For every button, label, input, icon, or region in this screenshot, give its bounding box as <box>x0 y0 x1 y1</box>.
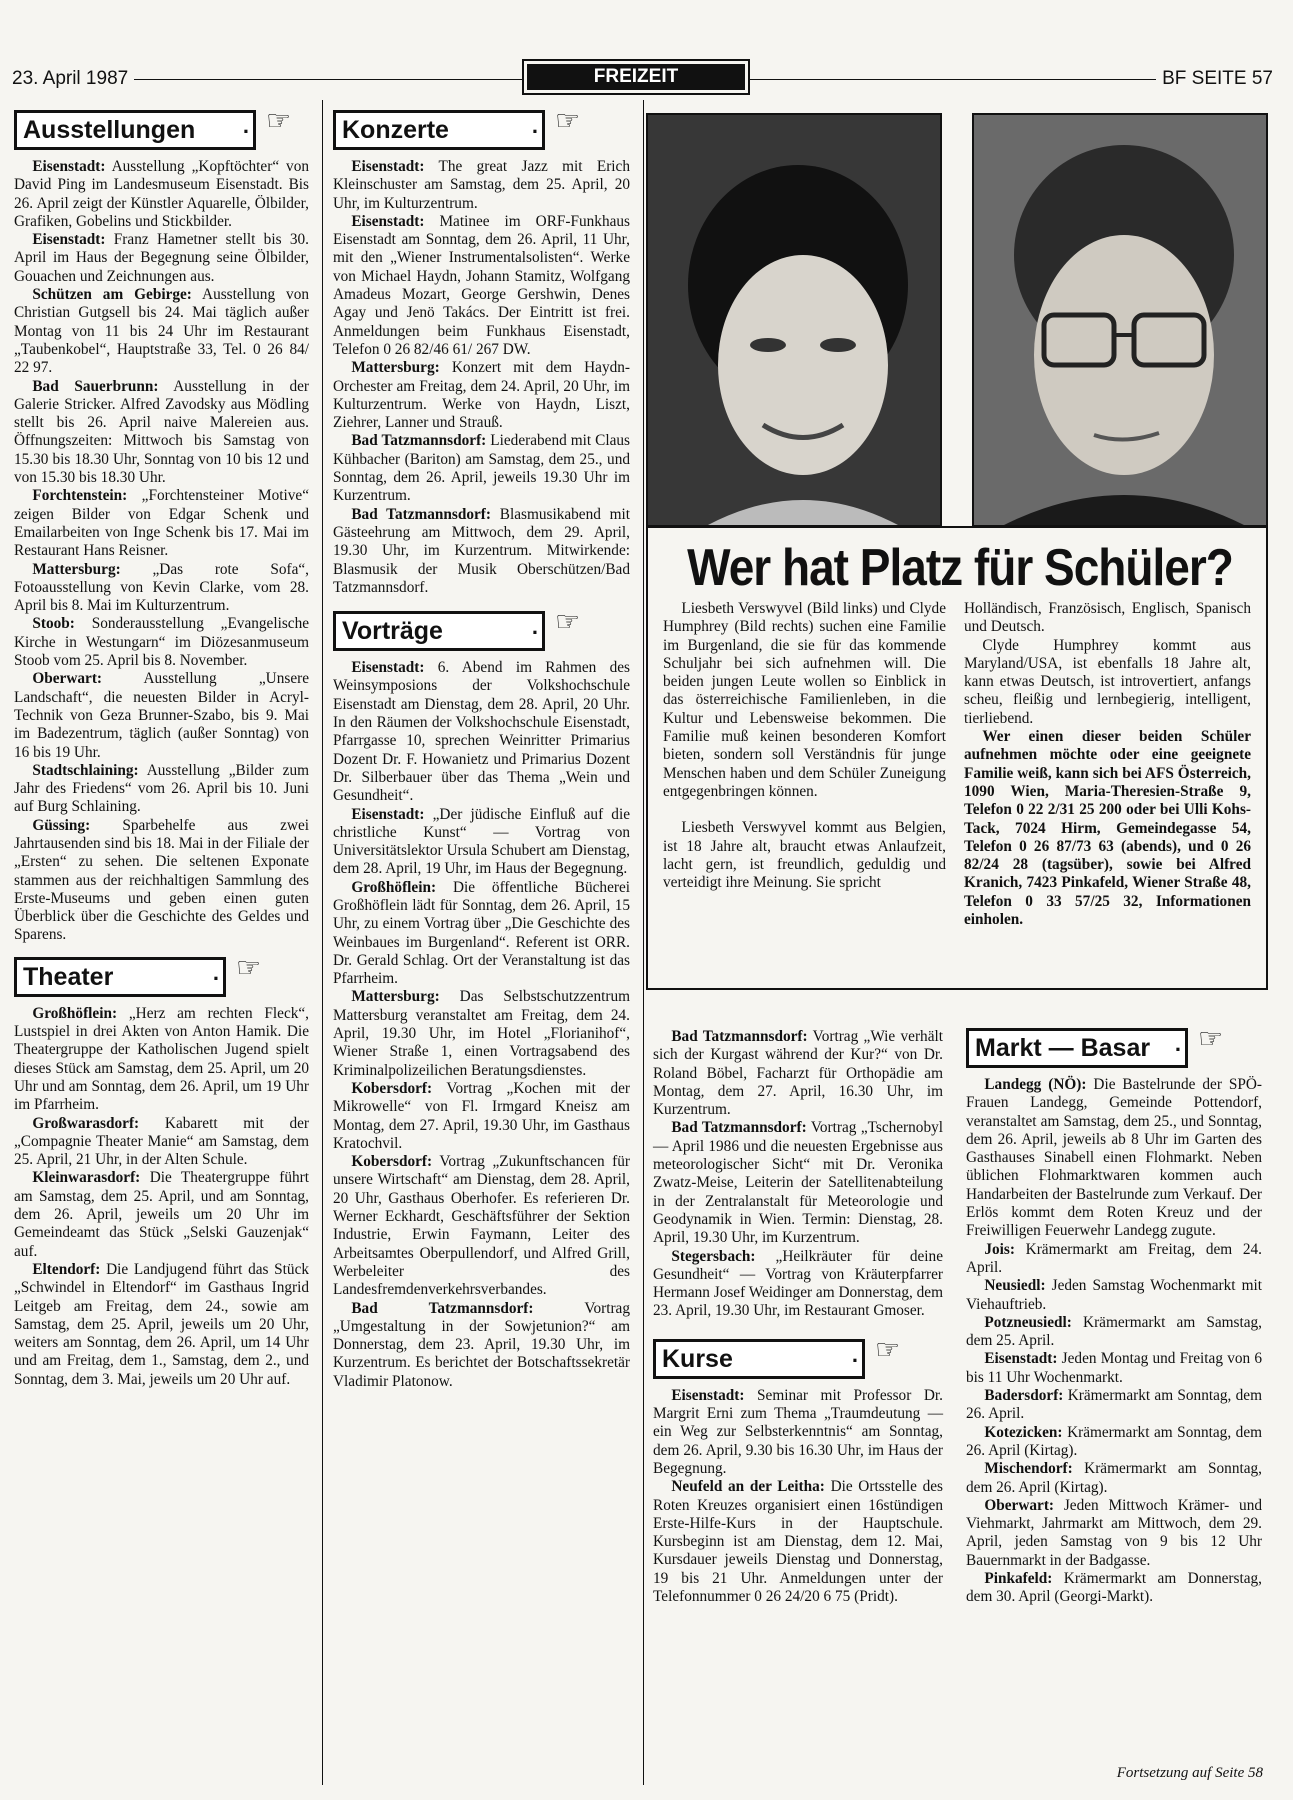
listing-text: Liederabend mit Claus Kühbacher (Bariton) am Samstag, dem 25., und Sonntag, dem 26. April, jeweils 19.30 Uhr im Kurzentrum. <box>333 432 630 505</box>
listing-place: Kotezicken: <box>984 1423 1063 1441</box>
column-3 <box>653 1028 943 1606</box>
pointing-hand-icon: ☞ <box>555 605 581 639</box>
listing-place: Bad Tatzmannsdorf: <box>351 1299 534 1317</box>
section-head-kurse <box>653 1332 943 1377</box>
listing-place: Schützen am Gebirge: <box>32 286 192 304</box>
section-title: Theater <box>23 962 114 991</box>
listing-place: Eisenstadt: <box>984 1350 1058 1368</box>
listing-text: Matinee im ORF-Funkhaus Eisenstadt am Sonntag, dem 26. April, 11 Uhr, mit den „Wiener Instrumentalsolisten“. Werke von Michael Haydn, Johann Stamitz, Wolfgang Amadeus Mozart, George Gershwin, Denes Agay und Jenö Takács. Der Eintritt ist frei. Anmeldungen beim Funkhaus Eisenstadt, Telefon 0 26 82/46 61/ 267 DW. <box>333 212 630 358</box>
column-4 <box>966 1022 1263 1607</box>
listing-text: Jeden Mittwoch Krämer- und Viehmarkt, Jahrmarkt am Mittwoch, dem 29. April, jeden Samstag von 9 bis 12 Uhr Bauernmarkt in der Badgasse. <box>966 1496 1263 1569</box>
listing-place: Eisenstadt: <box>671 1386 745 1404</box>
listing-text: Konzert mit dem Haydn-Orchester am Freitag, dem 24. April, 20 Uhr, im Kulturzentrum. Werke von Haydn, Liszt, Ziehrer, Lanner und Strauß. <box>333 359 630 432</box>
listing-place: Badersdorf: <box>984 1387 1064 1405</box>
listing-place: Eisenstadt: <box>351 212 425 230</box>
listing-text: The great Jazz mit Erich Kleinschuster am Samstag, dem 25. April, 20 Uhr, im Kulturzentrum. <box>333 158 630 212</box>
listing-text: Jeden Montag und Freitag von 6 bis 11 Uhr Wochenmarkt. <box>966 1350 1263 1386</box>
listing-item <box>14 487 309 560</box>
listing-place: Kobersdorf: <box>351 1153 433 1171</box>
listing-text: Vortrag „Tschernobyl — April 1986 und die neuesten Ergebnisse aus meteorologischer Sicht“ mit Dr. Veronika Zwatz-Meise, Leiterin der Satellitenabteilung in der Zentralanstalt für Meteorologie und Geodynamik in Wien. Termin: Dienstag, 28. April, 19.30 Uhr, im Kurzentrum. <box>653 1119 943 1247</box>
listing-text: Vortrag „Zukunftschancen für unsere Wirtschaft“ am Dienstag, dem 28. April, 20 Uhr, Gasthaus Oberhofer. Es referieren Dr. Werner Eckhardt, Geschäftsführer der Sektion Industrie, Erwin Faymann, Leiter des Arbeitsamtes Oberpullendorf, und Alfred Grill, Werbeleiter des Landesfremdenverkehrsverbandes. <box>333 1153 630 1299</box>
page-number: BF SEITE 57 <box>1156 68 1273 90</box>
listing-place: Mattersburg: <box>32 560 121 578</box>
listing-place: Pinkafeld: <box>984 1570 1053 1588</box>
feature-paragraph: Holländisch, Französisch, Englisch, Spanisch und Deutsch. <box>964 600 1251 636</box>
listing-place: Eisenstadt: <box>351 659 425 677</box>
section-head-theater <box>14 950 309 995</box>
section-title: Ausstellungen <box>23 116 196 144</box>
listing-text: „Der jüdische Einfluß auf die christliche Kunst“ — Vortrag von Universitätslektor Ursula Schubert am Dienstag, dem 28. April, 19 Uhr, im Haus der Begegnung. <box>333 805 630 878</box>
section-title-box <box>14 110 256 150</box>
listing-place: Neusiedl: <box>984 1277 1046 1295</box>
listing-place: Großhöflein: <box>32 1004 118 1022</box>
listing-item <box>966 1497 1262 1570</box>
listing-item <box>966 1277 1262 1314</box>
listing-text: „Herz am rechten Fleck“, Lustspiel in drei Akten von Anton Hamik. Die Theatergruppe der Katholischen Jugend spielt dieses Stück am Samstag, dem 25. April, um 20 Uhr und am Sonntag, dem 26. April, um 19 Uhr im Pfarrheim. <box>14 1004 309 1114</box>
section-title-box <box>333 611 545 651</box>
section-head-vortraege <box>333 605 630 649</box>
listing-text: Ausstellung von Christian Gutgsell bis 24. Mai täglich außer Montag von 11 bis 24 Uhr im Restaurant „Taubenkobel“, Hauptstraße 33, Tel. 0 26 84/ 22 97. <box>14 286 309 377</box>
listing-item <box>966 1314 1262 1351</box>
listing-place: Kobersdorf: <box>351 1079 433 1097</box>
portrait-image <box>648 115 940 525</box>
konzerte-list <box>333 158 630 597</box>
section-head-ausstellungen <box>14 104 309 148</box>
vortraege-list <box>333 659 630 1391</box>
listing-place: Neufeld an der Leitha: <box>671 1478 825 1496</box>
page-header <box>12 62 1273 94</box>
listing-text: Sparbehelfe aus zwei Jahrtausenden sind bis 18. Mai in der Filiale der „Ersten“ zu sehen. Die seltenen Exponate stammen aus der reichhaltigen Sammlung des Erste-Museums und geben einen guten Überblick über die Geschichte des Geldes und Sparens. <box>14 816 309 944</box>
listing-item <box>653 1478 943 1606</box>
listing-text: Ausstellung „Unsere Landschaft“, die neuesten Bilder in Acryl-Technik von Geza Brunner-Szabo, bis 9. Mai im Badezentrum, täglich (außer Sonntag) von 16 bis 19 Uhr. <box>14 670 309 761</box>
listing-place: Stoob: <box>32 615 75 633</box>
listing-text: Krämermarkt am Donnerstag, dem 30. April (Georgi-Markt). <box>966 1570 1262 1606</box>
section-head-markt <box>966 1022 1262 1066</box>
listing-place: Großhöflein: <box>351 878 437 896</box>
listing-place: Stadtschlaining: <box>32 761 139 779</box>
feature-column-2 <box>964 600 1251 929</box>
section-title-box <box>966 1028 1188 1068</box>
listing-item <box>14 1005 309 1115</box>
listing-item <box>333 879 630 989</box>
listing-item <box>653 1248 943 1321</box>
listing-item <box>966 1350 1262 1387</box>
feature-headline: Wer hat Platz für Schüler? <box>687 537 1233 597</box>
listing-item <box>653 1387 943 1478</box>
listing-text: Ausstellung „Bilder zum Jahr des Friedens“ vom 26. April bis 10. Juni auf Burg Schlaining. <box>14 761 309 816</box>
listing-text: Vortrag „Umgestaltung in der Sowjetunion?“ am Donnerstag, dem 23. April, 19.30 Uhr, im Kurzentrum. Es berichtet der Botschaftssekretär Vladimir Platonow. <box>333 1299 630 1390</box>
listing-item <box>333 1300 630 1391</box>
listing-text: 6. Abend im Rahmen des Weinsymposions der Volkshochschule Eisenstadt am Dienstag, dem 28. April, 20 Uhr. In den Räumen der Volkshochschule Eisenstadt, Pfarrgasse 10, sprechen Weinritter Primarius Dozent Dr. F. Howanietz und Primarius Dozent Dr. Silberbauer über das Thema „Wein und Gesundheit“. <box>333 659 630 805</box>
feature-column-1 <box>663 600 946 892</box>
listing-place: Forchtenstein: <box>32 487 128 505</box>
listing-item <box>14 1261 309 1389</box>
listing-item <box>14 670 309 761</box>
vortraege-continued-list <box>653 1028 943 1321</box>
listing-place: Bad Tatzmannsdorf: <box>351 505 491 523</box>
listing-item <box>14 762 309 817</box>
listing-place: Potzneusiedl: <box>984 1313 1072 1331</box>
listing-place: Mattersburg: <box>351 359 440 377</box>
listing-text: Sonderausstellung „Evangelische Kirche in Westungarn“ im Diözesanmuseum Stoob vom 25. April bis 8. November. <box>14 615 310 670</box>
listing-item <box>653 1028 943 1119</box>
listing-text: Krämermarkt am Sonntag, dem 26. April (Kirtag). <box>966 1460 1262 1496</box>
listing-text: Krämermarkt am Samstag, dem 25. April. <box>966 1313 1262 1350</box>
listing-text: „Das rote Sofa“, Fotoausstellung von Kevin Clarke, vom 28. April bis 8. Mai im Kulturzentrum. <box>14 560 310 615</box>
listing-text: Die öffentliche Bücherei Großhöflein lädt für Sonntag, dem 26. April, 15 Uhr, zu einem Vortrag über „Die Geschichte des Weinbaues im Burgenland“. Referent ist ORR. Dr. Gerald Schlag. Ort der Veranstaltung ist das Pfarrheim. <box>333 878 630 988</box>
listing-place: Eisenstadt: <box>32 231 106 249</box>
listing-place: Jois: <box>984 1240 1015 1258</box>
column-2 <box>333 104 631 1391</box>
listing-text: Krämermarkt am Sonntag, dem 26. April. <box>966 1387 1262 1423</box>
listing-text: „Heilkräuter für deine Gesundheit“ — Vortrag von Kräuterpfarrer Hermann Josef Weidinger am Donnerstag, dem 23. April, 19.30 Uhr, im Restaurant Gmoser. <box>653 1247 943 1320</box>
feature-paragraph: Liesbeth Verswyvel (Bild links) und Clyde Humphrey (Bild rechts) suchen eine Familie im Burgenland, die sie für das kommende Schuljahr bei sich aufnehmen will. Die beiden jungen Leute wollen so Einblick in das österreichische Familienleben, in die Kultur und Lebensweise bekommen. Die Familie muß keinen besonderen Komfort bieten, sondern soll Verständnis für junge Menschen haben und dem Schüler Zuneigung entgegenbringen können. <box>663 600 946 800</box>
listing-text: Franz Hametner stellt bis 30. April im Haus der Begegnung seine Ölbilder, Gouachen und Zeichnungen aus. <box>14 231 309 285</box>
kurse-list <box>653 1387 943 1607</box>
listing-place: Großwarasdorf: <box>32 1114 140 1132</box>
listing-text: Krämermarkt am Sonntag, dem 26. April (Kirtag). <box>966 1423 1263 1459</box>
listing-item <box>333 432 630 505</box>
listing-place: Oberwart: <box>32 670 103 688</box>
markt-list <box>966 1076 1262 1607</box>
issue-date: 23. April 1987 <box>12 68 134 90</box>
column-1 <box>14 104 310 1389</box>
listing-text: Vortrag „Wie verhält sich der Kurgast während der Kur?“ von Dr. Roland Böbel, Facharzt für Orthopädie am Montag, dem 27. April, 16.30 Uhr, im Kurzentrum. <box>653 1028 943 1119</box>
listing-place: Stegersbach: <box>671 1247 756 1265</box>
listing-item <box>14 1169 309 1260</box>
listing-text: Kabarett mit der „Compagnie Theater Manie“ am Samstag, dem 25. April, 21 Uhr, in der Alten Schule. <box>14 1114 309 1169</box>
listing-item <box>966 1424 1262 1461</box>
feature-paragraph: Clyde Humphrey kommt aus Maryland/USA, ist ebenfalls 18 Jahre alt, kann etwas Deutsch, ist introvertiert, anfangs scheu, fleißig und lernbegierig, intelligent, tierliebend. <box>964 636 1251 727</box>
section-title-box <box>653 1339 865 1379</box>
feature-paragraph: Liesbeth Verswyvel kommt aus Belgien, ist 18 Jahre alt, braucht etwas Anlaufzeit, lacht gern, ist freundlich, geduldig und verteidigt ihre Meinung. Sie spricht <box>663 819 946 892</box>
listing-item <box>966 1241 1262 1278</box>
listing-item <box>653 1119 943 1247</box>
theater-list <box>14 1005 309 1389</box>
pointing-hand-icon: ☞ <box>1198 1022 1224 1055</box>
section-title: FREIZEIT <box>527 64 745 90</box>
listing-place: Mischendorf: <box>984 1460 1073 1478</box>
photo-liesbeth <box>646 113 942 527</box>
listing-text: Das Selbstschutzzentrum Mattersburg veranstaltet am Freitag, dem 24. April, 19.30 Uhr, im Hotel „Florianihof“, Wiener Straße 1, einen Vortragsabend des Kriminalpolizeilichen Beratungsdienstes. <box>333 988 630 1079</box>
listing-item <box>14 817 309 945</box>
listing-item <box>966 1460 1262 1497</box>
pointing-hand-icon: ☞ <box>875 1332 901 1366</box>
listing-item <box>333 659 630 805</box>
listing-item <box>966 1076 1262 1241</box>
listing-place: Eisenstadt: <box>32 158 106 175</box>
listing-item <box>966 1570 1262 1607</box>
listing-text: Jeden Samstag Wochenmarkt mit Viehauftrieb. <box>966 1277 1262 1313</box>
listing-item <box>333 806 630 879</box>
section-title: Markt — Basar <box>975 1034 1151 1062</box>
listing-item <box>333 158 630 213</box>
section-title-box <box>333 110 545 150</box>
continuation-note: Fortsetzung auf Seite 58 <box>1116 1765 1263 1781</box>
listing-place: Eltendorf: <box>32 1260 101 1278</box>
listing-item <box>14 231 309 286</box>
listing-place: Oberwart: <box>984 1496 1055 1514</box>
photo-clyde <box>972 113 1268 527</box>
pointing-hand-icon: ☞ <box>266 104 292 137</box>
column-rule <box>643 100 644 1785</box>
listing-place: Mattersburg: <box>351 988 440 1006</box>
section-title: Vorträge <box>342 617 443 646</box>
listing-place: Bad Sauerbrunn: <box>32 377 159 395</box>
listing-place: Bad Tatzmannsdorf: <box>351 432 487 450</box>
listing-text: Die Bastelrunde der SPÖ-Frauen Landegg, Gemeinde Pottendorf, veranstaltet am Samstag, dem 25., und Sonntag, dem 26. April, jeweils ab 8 Uhr im Garten des Gasthauses Sinabell einen Flohmarkt. Neben üblichen Flohmarktwaren kommen auch Handarbeiten der Bastelrunde zum Verkauf. Der Erlös kommt dem Roten Kreuz und der Freiwilligen Feuerwehr Landegg zugute. <box>966 1076 1262 1240</box>
pointing-hand-icon: ☞ <box>555 104 581 137</box>
listing-item <box>14 378 309 488</box>
listing-item <box>333 988 630 1079</box>
listing-text: Krämermarkt am Freitag, dem 24. April. <box>966 1240 1262 1276</box>
listing-text: „Forchtensteiner Motive“ zeigen Bilder von Edgar Schenk und Emailarbeiten von Inge Schenk bis 17. Mai im Restaurant Hans Reisner. <box>14 487 309 560</box>
section-title: Kurse <box>662 1344 733 1373</box>
section-title: Konzerte <box>342 116 449 144</box>
listing-place: Bad Tatzmannsdorf: <box>671 1028 808 1045</box>
listing-item <box>14 615 309 670</box>
section-head-konzerte <box>333 104 630 148</box>
listing-text: Ausstellung in der Galerie Stricker. Alfred Zavodsky aus Mödling stellt bis 26. April naive Malereien aus. Öffnungszeiten: Mittwoch bis Samstag von 15.30 bis 18.30 Uhr, Sonntag von 10 bis 12 und von 15.30 bis 18.30 Uhr. <box>14 377 309 487</box>
listing-place: Eisenstadt: <box>351 158 425 175</box>
portrait-image <box>974 115 1266 525</box>
listing-item <box>333 1080 630 1153</box>
listing-text: Blasmusikabend mit Gästeehrung am Mittwoch, dem 29. April, 19.30 Uhr, im Kurzentrum. Mitwirkende: Blasmusik der Musik Oberschützen/Bad Tatzmannsdorf. <box>333 505 631 596</box>
listing-item <box>14 1115 309 1170</box>
listing-text: Die Theatergruppe führt am Samstag, dem 25. April, und am Sonntag, dem 26. April, jeweils um 20 Uhr im Gemeindeamt das Stück „Selski Gauzenjak“ auf. <box>14 1169 309 1260</box>
listing-item <box>333 359 630 432</box>
listing-text: Die Ortsstelle des Roten Kreuzes organisiert einen 16stündigen Erste-Hilfe-Kurs in der Hauptschule. Kursbeginn ist am Dienstag, dem 12. Mai, Kursdauer jeweils Dienstag und Donnerstag, 19 bis 21 Uhr. Anmeldungen unter der Telefonnummer 0 26 24/20 6 75 (Pridt). <box>653 1478 943 1606</box>
listing-place: Kleinwarasdorf: <box>32 1169 141 1187</box>
pointing-hand-icon: ☞ <box>236 950 262 984</box>
listing-item <box>14 158 309 231</box>
listing-text: Die Landjugend führt das Stück „Schwindel in Eltendorf“ im Gasthaus Ingrid Leitgeb am Freitag, dem 24., sowie am Samstag, dem 25. April, jeweils um 20 Uhr, weiters am Sonntag, dem 26. April, um 14 Uhr und am Freitag, dem 1., Samstag, dem 2., und Sonntag, dem 3. Mai, jeweils um 20 Uhr auf. <box>14 1260 310 1388</box>
listing-item <box>966 1387 1262 1424</box>
listing-item <box>14 286 309 377</box>
section-title-box <box>14 957 226 997</box>
listing-place: Güssing: <box>32 816 91 834</box>
listing-item <box>333 506 630 597</box>
listing-item <box>333 1153 630 1299</box>
listing-text: Vortrag „Kochen mit der Mikrowelle“ von Fl. Irmgard Kneisz am Montag, dem 27. April, 19.30 Uhr, im Gasthaus Kratochvil. <box>333 1079 630 1152</box>
listing-place: Landegg (NÖ): <box>984 1076 1087 1093</box>
listing-text: Ausstellung „Kopftöchter“ von David Ping im Landesmuseum Eisenstadt. Bis 26. April zeigt der Künstler Aquarelle, Ölbilder, Grafiken, Gobelins und Stickbilder. <box>14 158 310 230</box>
ausstellungen-list <box>14 158 309 945</box>
listing-item <box>333 213 630 359</box>
listing-place: Eisenstadt: <box>351 805 425 823</box>
listing-place: Bad Tatzmannsdorf: <box>671 1119 807 1137</box>
listing-item <box>14 561 309 616</box>
column-rule <box>322 100 323 1785</box>
listing-text: Seminar mit Professor Dr. Margrit Erni zum Thema „Traumdeutung — ein Weg zur Selbsterkenntnis“ am Sonntag, dem 26. April, 9.30 bis 16.30 Uhr, im Haus der Begegnung. <box>653 1386 943 1477</box>
feature-contact: Wer einen dieser beiden Schüler aufnehmen möchte oder eine geeignete Familie weiß, kann sich bei AFS Österreich, 1090 Wien, Maria-Theresien-Straße 9, Telefon 0 22 2/31 25 200 oder bei Ulli Kohs-Tack, 7024 Hirm, Gemeindegasse 54, Telefon 0 26 87/73 63 (abends), und 0 26 82/24 28 (tagsüber), sowie bei Alfred Kranich, 7423 Pinkafeld, Wiener Straße 48, Telefon 0 33 57/25 32, Informationen einholen. <box>964 728 1251 929</box>
